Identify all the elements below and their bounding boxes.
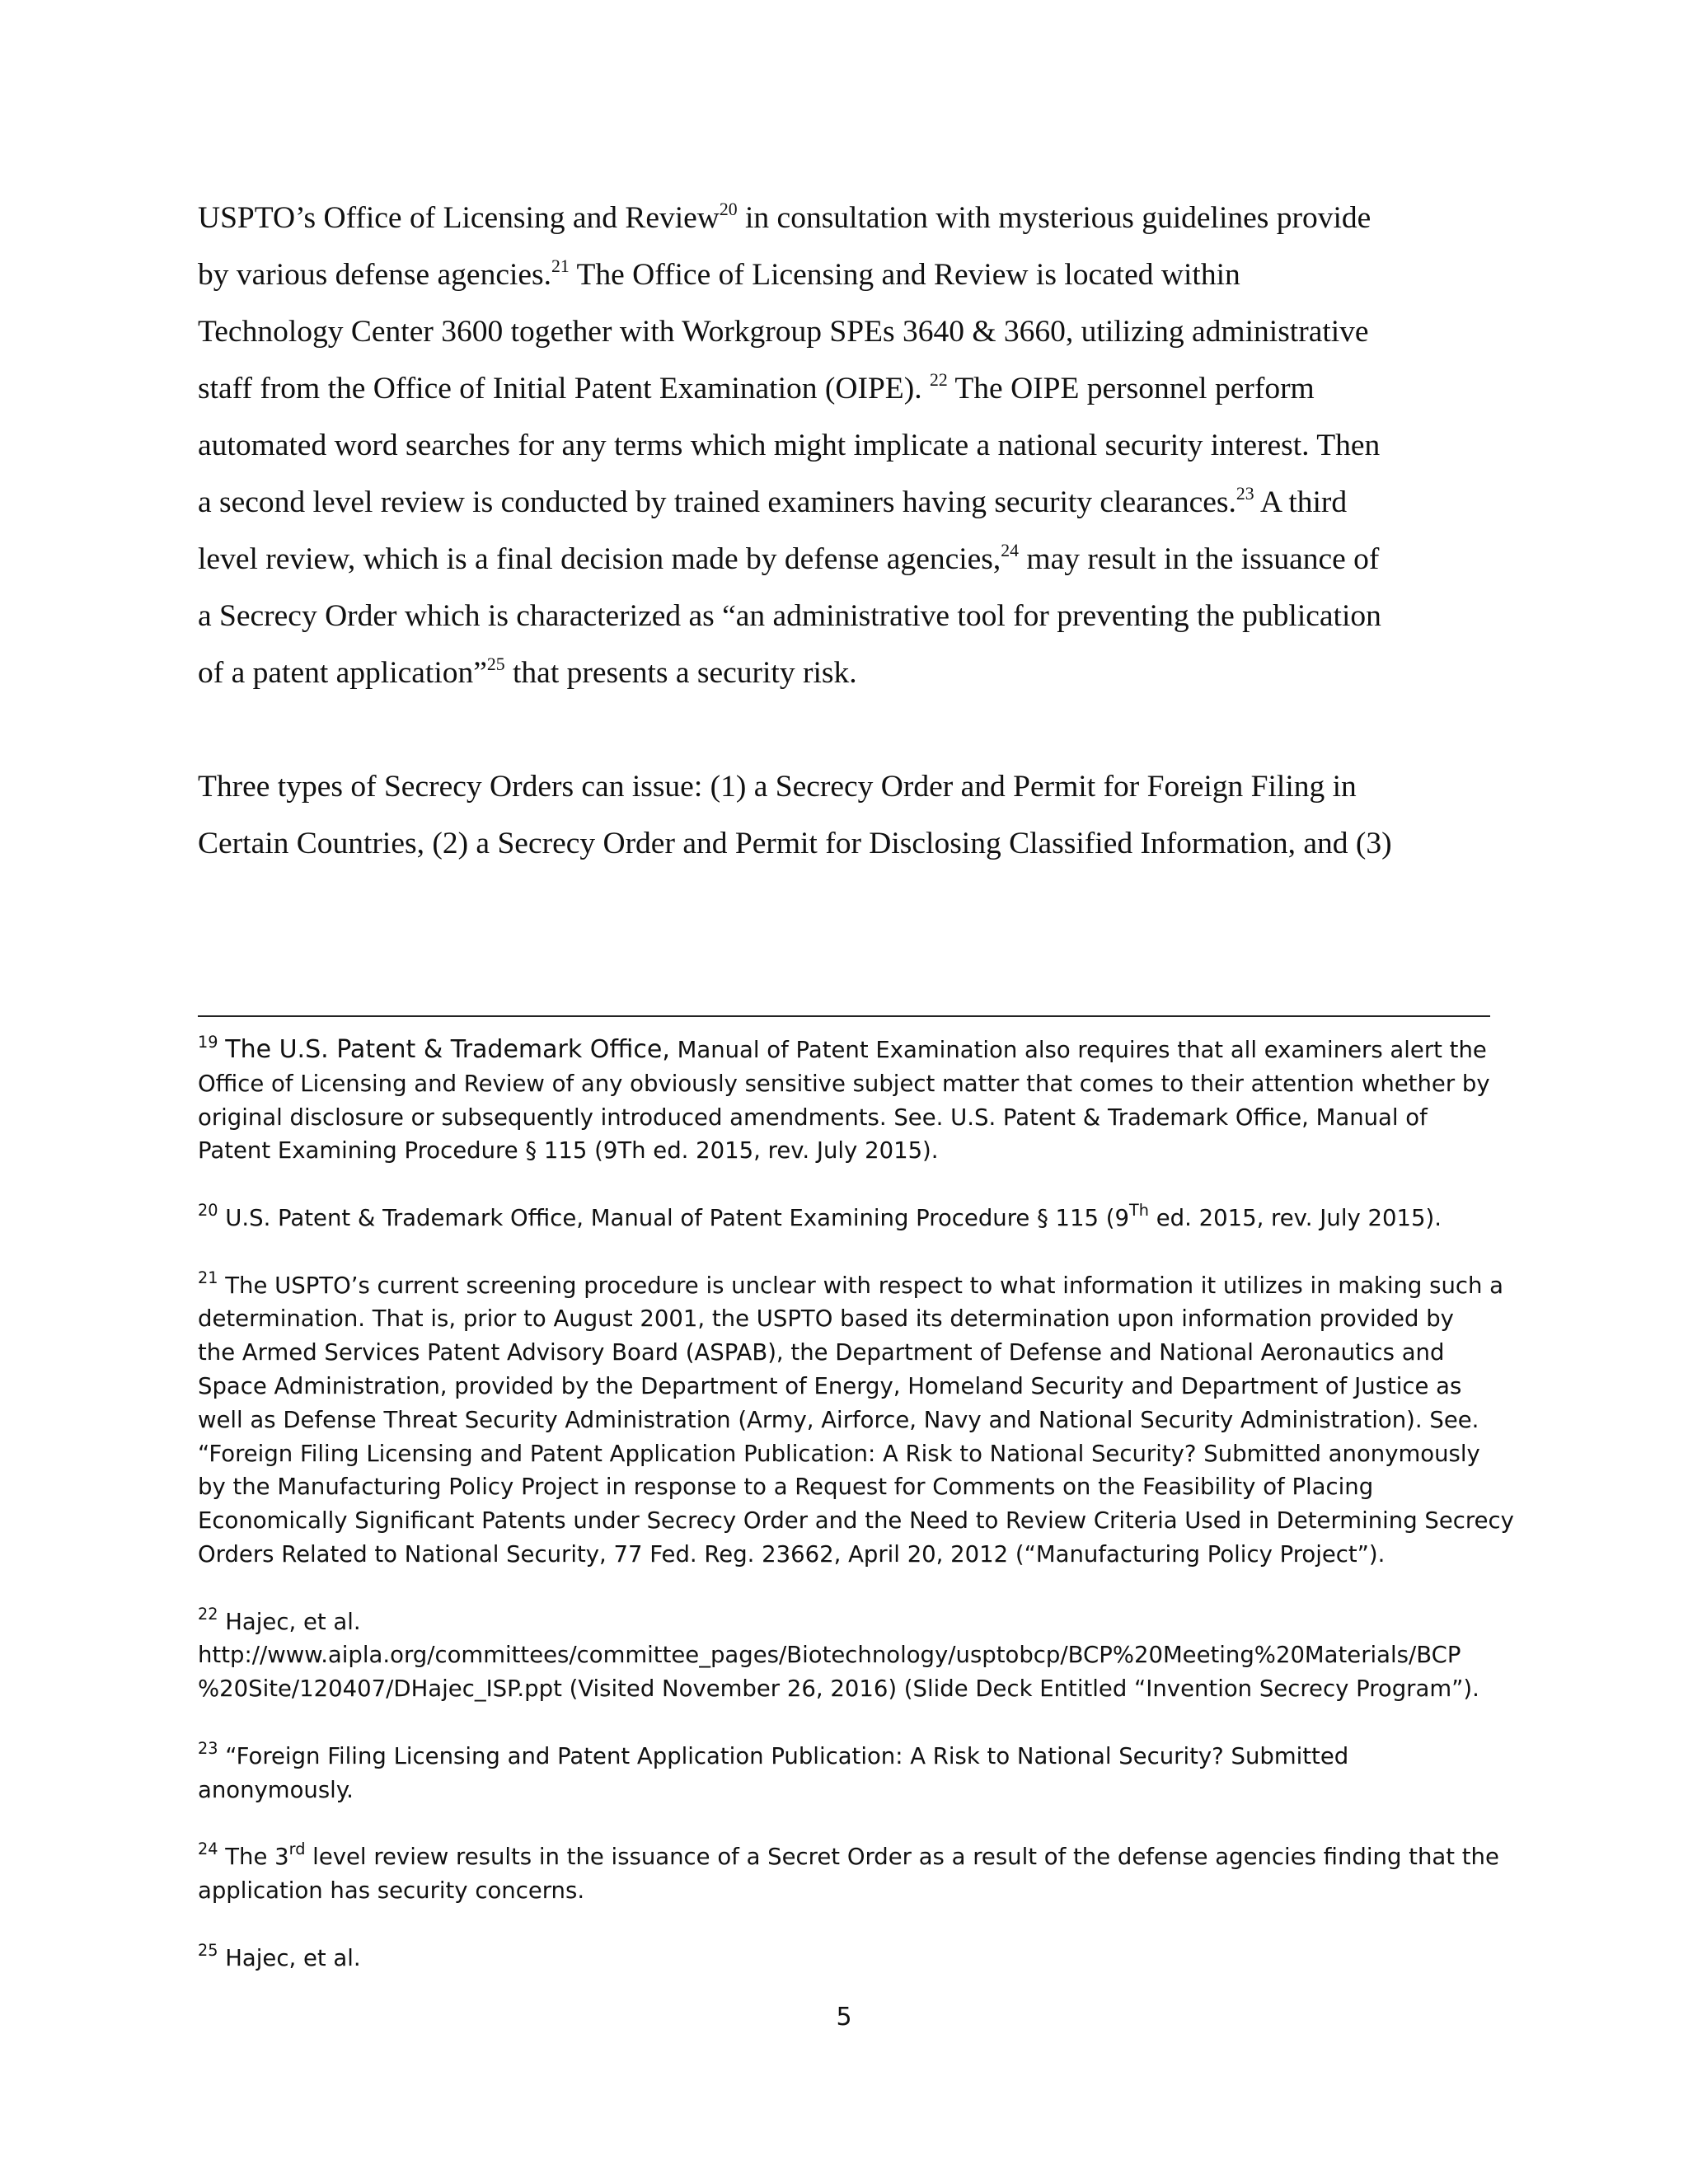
body-line [198, 474, 1500, 531]
footnote-ref[interactable]: 25 [486, 654, 505, 674]
footnote-22 [198, 1605, 1500, 1706]
body-line [198, 360, 1500, 417]
footnote-text: The USPTO’s current screening procedure is unclear with respect to what information it utilizes in making such a [225, 1272, 1504, 1299]
footnote-line [198, 1740, 1500, 1774]
footnote-line: application has security concerns. [198, 1877, 585, 1904]
body-line [198, 303, 1500, 360]
body-text-run: of a patent application” [198, 656, 487, 690]
footnote-line: Space Administration, provided by the Department of Energy, Homeland Security and Department of Justice as [198, 1372, 1462, 1399]
footnote-ref[interactable]: 23 [1236, 483, 1254, 504]
body-text-run: staff from the Office of Initial Patent Examination (OIPE). [198, 372, 930, 405]
footnote-text: “Foreign Filing Licensing and Patent Application Publication: A Risk to National Security? Submitted [225, 1742, 1349, 1769]
footnote-number: 22 [198, 1604, 218, 1624]
body-text-run: Technology Center 3600 together with Workgroup SPEs 3640 & 3660, utilizing administrative [198, 315, 1369, 349]
footnote-line: Orders Related to National Security, 77 Fed. Reg. 23662, April 20, 2012 (“Manufacturing Policy Project”). [198, 1540, 1386, 1568]
footnote-number: 20 [198, 1201, 218, 1221]
footnote-line [198, 1840, 1500, 1874]
body-text-run: that presents a security risk. [504, 656, 857, 690]
footnote-line: http://www.aipla.org/committees/committee_pages/Biotechnology/usptobcp/BCP%20Meeting%20Materials/BCP [198, 1642, 1461, 1669]
body-text-run: automated word searches for any terms which might implicate a national security interest. Then [198, 429, 1381, 462]
body-line: Certain Countries, (2) a Secrecy Order and Permit for Disclosing Classified Information, and (3) [198, 827, 1392, 860]
footnote-23 [198, 1740, 1500, 1807]
body-text-run: USPTO’s Office of Licensing and Review [198, 201, 720, 235]
footnote-line: anonymously. [198, 1776, 354, 1803]
footnote-text: Manual of Patent Examination also requires that all examiners alert the [669, 1037, 1487, 1063]
body-text-run: may result in the issuance of [1019, 542, 1380, 576]
body-text-run: The OIPE personnel perform [947, 372, 1315, 405]
footnote-line [198, 1202, 1500, 1235]
footnote-number: 21 [198, 1268, 218, 1287]
paragraph-2 [198, 758, 1500, 872]
body-text-run: level review, which is a final decision made by defense agencies, [198, 542, 1001, 576]
footnote-lead: The U.S. Patent & Trademark Office, [225, 1035, 670, 1064]
footnote-line: by the Manufacturing Policy Project in response to a Request for Comments on the Feasibility of Placing [198, 1474, 1374, 1501]
footnote-number: 23 [198, 1739, 218, 1759]
body-text-run: by various defense agencies. [198, 258, 551, 292]
footnote-number: 25 [198, 1940, 218, 1960]
footnote-number: 24 [198, 1840, 218, 1859]
body-text-run: a Secrecy Order which is characterized as “an administrative tool for preventing the publication [198, 599, 1381, 633]
footnote-21 [198, 1268, 1514, 1572]
body-line [198, 531, 1500, 588]
footnote-line: original disclosure or subsequently introduced amendments. See. U.S. Patent & Trademark Office, Manual of [198, 1104, 1428, 1131]
footnote-ref[interactable]: 20 [719, 199, 738, 219]
ordinal-suffix: rd [288, 1840, 306, 1859]
body-text-run: in consultation with mysterious guidelines provide [737, 201, 1372, 235]
footnote-line: %20Site/120407/DHajec_ISP.ppt (Visited November 26, 2016) (Slide Deck Entitled “Invention Secrecy Program”). [198, 1675, 1479, 1703]
page-number: 5 [836, 2003, 852, 2032]
body-text-run: A third [1254, 485, 1348, 519]
footnote-line [198, 1268, 1504, 1303]
body-line [198, 417, 1500, 474]
footnote-line: the Armed Services Patent Advisory Board (ASPAB), the Department of Defense and National Aeronautics and [198, 1339, 1445, 1366]
footnote-line: Economically Significant Patents under Secrecy Order and the Need to Review Criteria Used in Determining Secrecy [198, 1507, 1514, 1535]
footnote-separator [198, 1015, 1490, 1017]
body-line [198, 588, 1500, 644]
footnote-text: level review results in the issuance of a Secret Order as a result of the defense agencies finding that the [305, 1844, 1499, 1871]
body-line [198, 190, 1500, 246]
body-text-run: a second level review is conducted by trained examiners having security clearances. [198, 485, 1236, 519]
footnote-20 [198, 1202, 1500, 1235]
body-text [198, 190, 1500, 872]
footnote-line: Patent Examining Procedure § 115 (9Th ed. 2015, rev. July 2015). [198, 1137, 939, 1165]
body-text-run: The Office of Licensing and Review is located within [569, 258, 1240, 292]
footnote-text: Hajec, et al. [225, 1608, 361, 1635]
footnote-text: ed. 2015, rev. July 2015). [1148, 1204, 1442, 1231]
footnote-line: determination. That is, prior to August 2001, the USPTO based its determination upon information provided by [198, 1305, 1454, 1333]
footnote-19 [198, 1033, 1500, 1168]
body-line: Three types of Secrecy Orders can issue: (1) a Secrecy Order and Permit for Foreign Filing in [198, 770, 1357, 804]
footnote-text: Hajec, et al. [225, 1944, 361, 1971]
footnote-text: The 3 [225, 1844, 289, 1871]
footnote-line: Office of Licensing and Review of any obviously sensitive subject matter that comes to their attention whether by [198, 1070, 1490, 1097]
footnote-ref[interactable]: 22 [929, 369, 948, 390]
footnote-line [198, 1605, 1500, 1639]
body-line [198, 644, 1500, 701]
footnote-25 [198, 1942, 1500, 1975]
ordinal-suffix: Th [1129, 1201, 1149, 1221]
body-line [198, 246, 1500, 303]
footnote-line: well as Defense Threat Security Administration (Army, Airforce, Navy and National Security Administration). See. [198, 1406, 1479, 1433]
footnote-ref[interactable]: 21 [551, 255, 570, 276]
footnote-ref[interactable]: 24 [1001, 540, 1020, 560]
footnotes [198, 1033, 1514, 2008]
footnote-line [198, 1033, 1500, 1067]
footnote-text: U.S. Patent & Trademark Office, Manual of Patent Examining Procedure § 115 (9 [225, 1204, 1130, 1231]
footnote-line [198, 1942, 1500, 1975]
paragraph-1 [198, 190, 1500, 701]
footnote-24 [198, 1840, 1500, 1908]
footnote-line: “Foreign Filing Licensing and Patent Application Publication: A Risk to National Security? Submitted anonymously [198, 1440, 1480, 1467]
footnote-number: 19 [198, 1033, 218, 1052]
